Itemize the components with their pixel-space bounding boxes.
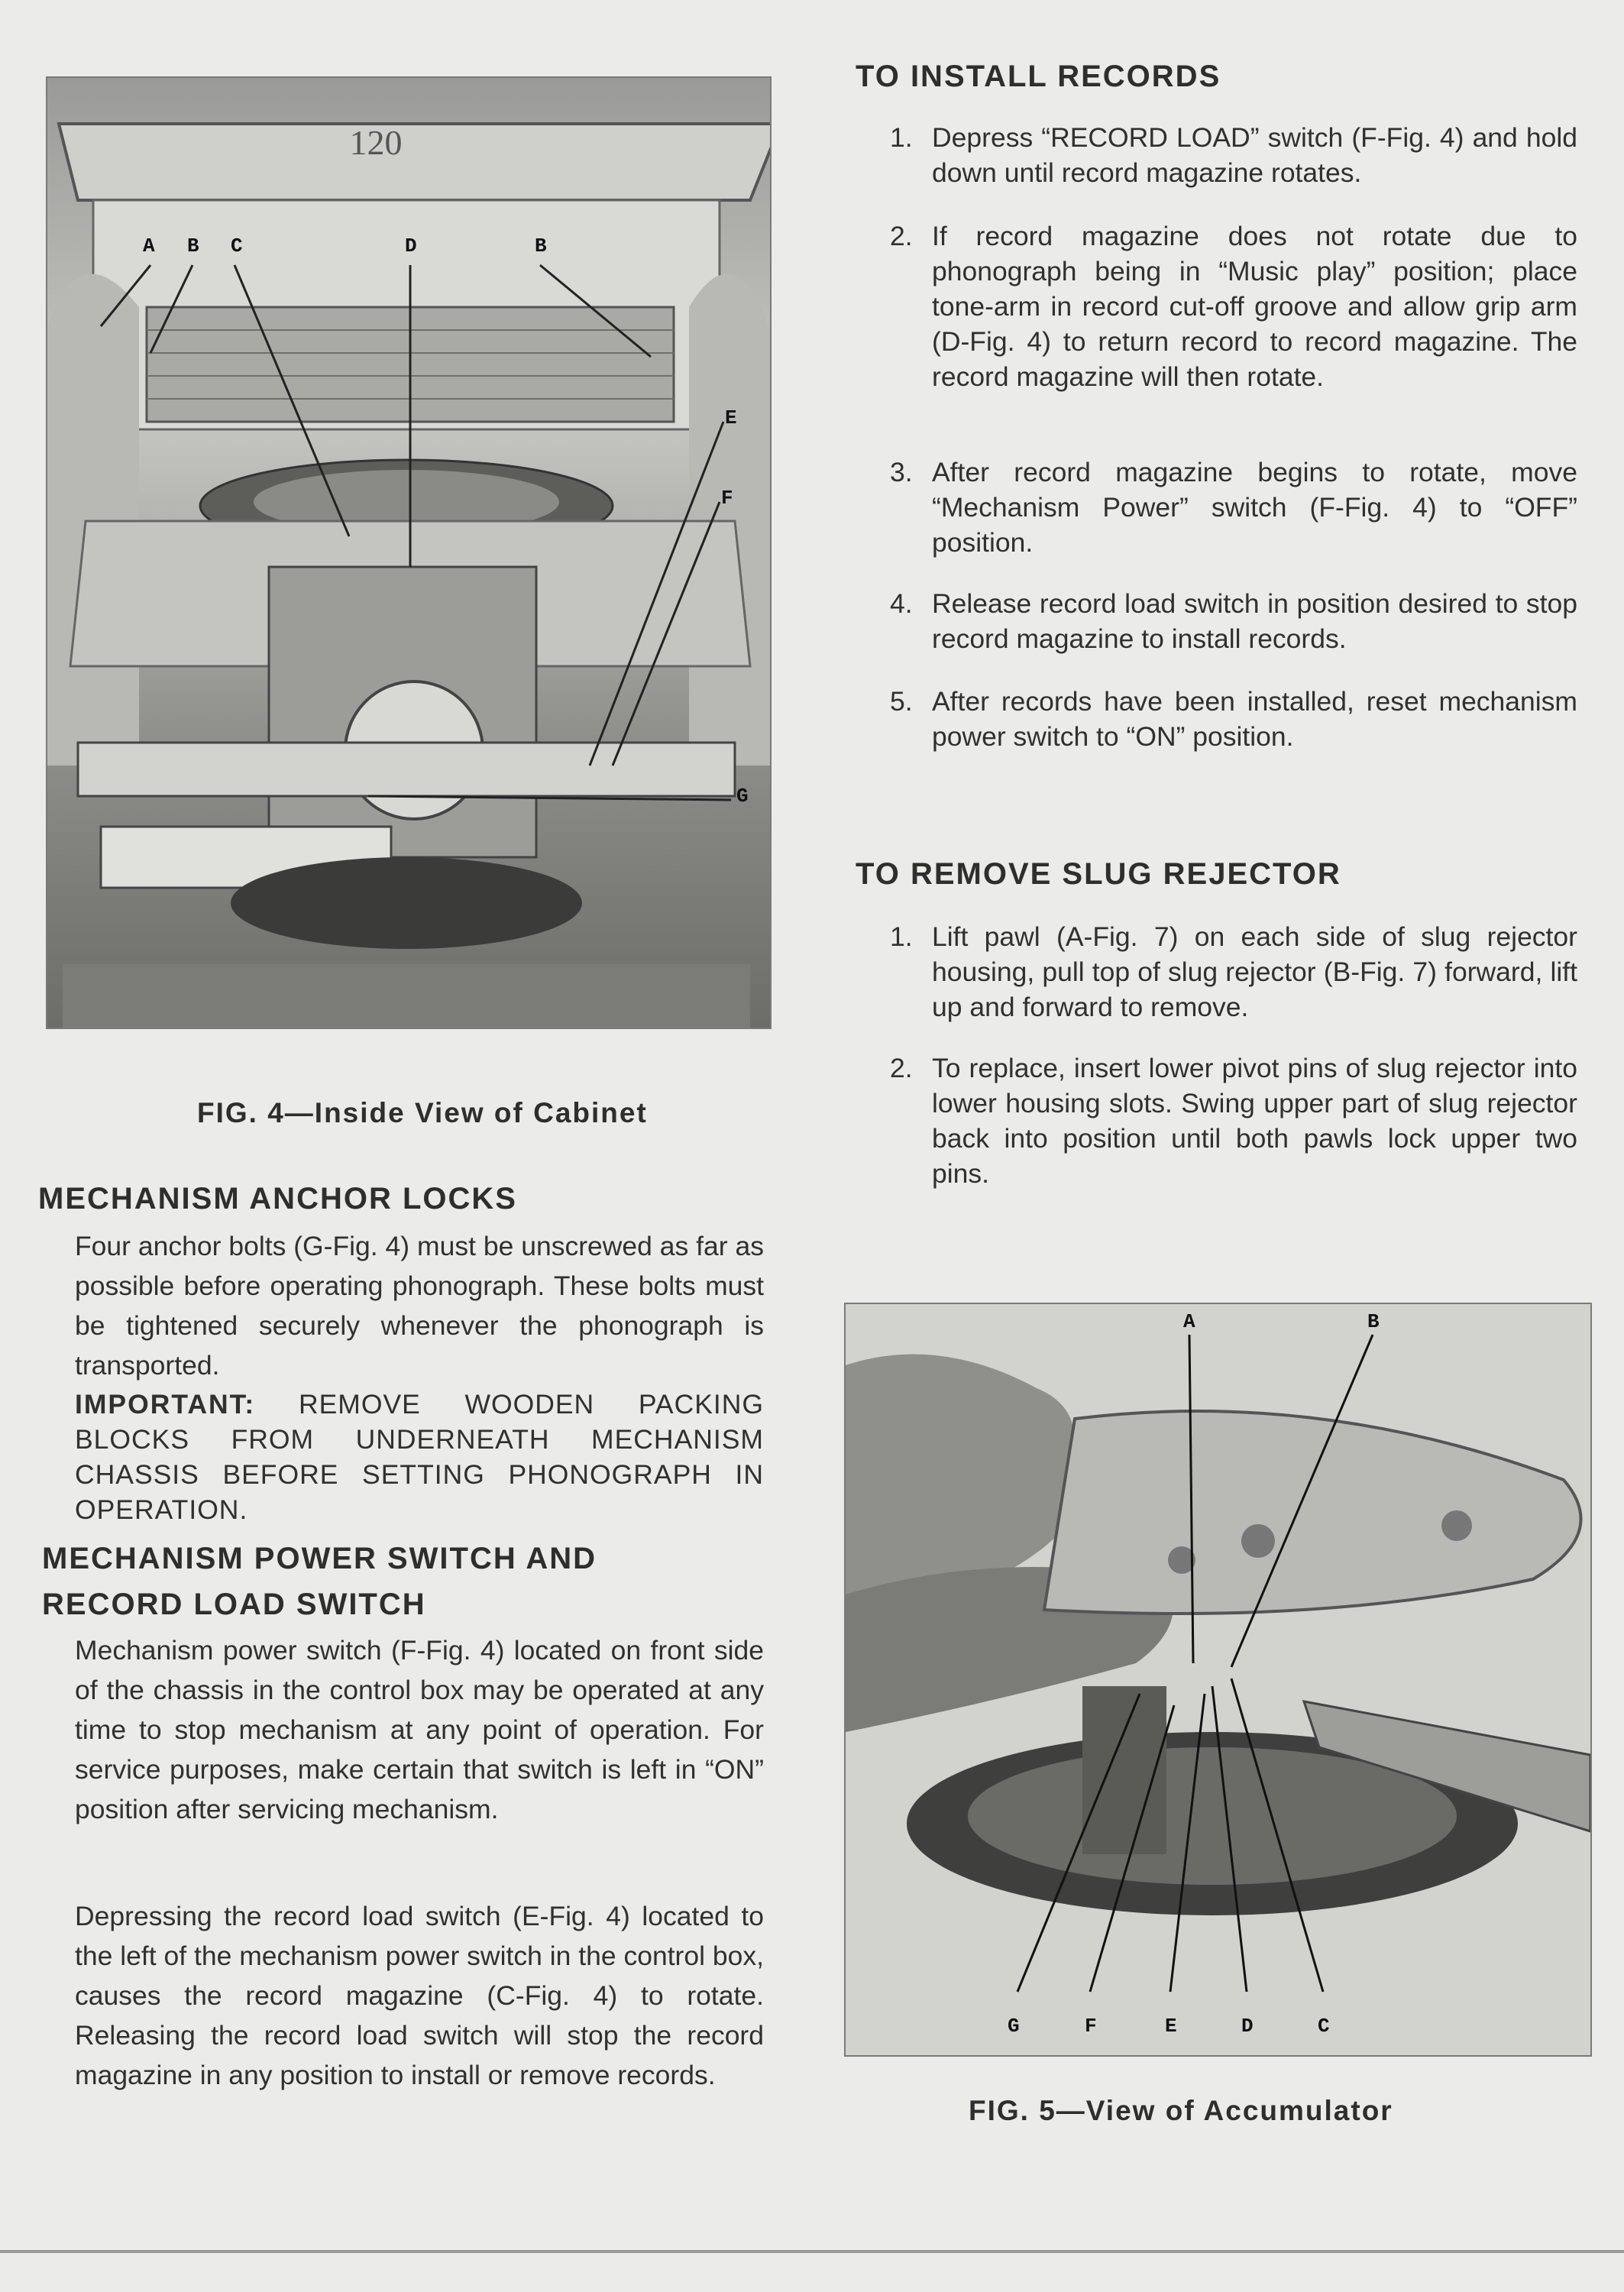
step-number: 3. xyxy=(890,457,913,487)
step-number: 2. xyxy=(890,1053,913,1083)
fig5-label-b: B xyxy=(1367,1310,1380,1333)
fig4-label-b: B xyxy=(187,235,199,257)
fig4-label-f: F xyxy=(721,487,733,510)
step-text: After records have been installed, reset mechanism power switch to “ON” position. xyxy=(932,686,1577,752)
power-switch-para-1: Mechanism power switch (F-Fig. 4) located on front side of the chassis in the control box may be operated at any time to stop mechanism at any point of operation. For service purposes, make certain that switch is left in “ON” position after servicing mechanism. xyxy=(75,1635,764,1824)
important-label: IMPORTANT: xyxy=(75,1389,256,1420)
step-number: 1. xyxy=(890,921,913,952)
important-note xyxy=(75,1387,764,1527)
step-number: 2. xyxy=(890,221,913,251)
step-number: 5. xyxy=(890,686,913,717)
fig4-label-b2: B xyxy=(535,235,547,257)
fig5-label-c: C xyxy=(1318,2015,1330,2038)
step-text: If record magazine does not rotate due to phonograph being in “Music play” position; place tone-arm in record cut-off groove and allow grip arm (D-Fig. 4) to return record to record magazine. The record magazine will then rotate. xyxy=(932,221,1577,392)
step-number: 4. xyxy=(890,588,913,619)
figure-5-photo xyxy=(844,1303,1592,2057)
step-text: After record magazine begins to rotate, move “Mechanism Power” switch (F-Fig. 4) to “OFF” position. xyxy=(932,457,1577,558)
fig4-label-g: G xyxy=(736,785,749,808)
power-switch-heading-line2: RECORD LOAD SWITCH xyxy=(42,1588,426,1621)
step-text: Release record load switch in position desired to stop record magazine to install records. xyxy=(932,588,1577,654)
anchor-locks-heading: MECHANISM ANCHOR LOCKS xyxy=(38,1182,517,1216)
fig4-label-e: E xyxy=(725,406,737,429)
power-switch-para-2: Depressing the record load switch (E-Fig. 4) located to the left of the mechanism power switch in the control box, causes the record magazine (C-Fig. 4) to rotate. Releasing the record load switch will stop the record magazine in any position to install or remove records. xyxy=(75,1901,764,2090)
install-records-heading: TO INSTALL RECORDS xyxy=(856,60,1221,93)
figure-4-caption: FIG. 4—Inside View of Cabinet xyxy=(197,1097,648,1128)
step-text: Lift pawl (A-Fig. 7) on each side of slug rejector housing, pull top of slug rejector (B-Fig. 7) forward, lift up and forward to remove. xyxy=(932,921,1577,1022)
fig4-label-a: A xyxy=(143,235,155,257)
fig5-label-e: E xyxy=(1165,2015,1177,2038)
fig5-label-d: D xyxy=(1241,2015,1254,2038)
cabinet-header-number: 120 xyxy=(349,123,403,162)
step-number: 1. xyxy=(890,122,913,153)
fig5-label-a: A xyxy=(1183,1310,1195,1333)
step-text: Depress “RECORD LOAD” switch (F-Fig. 4) and hold down until record magazine rotates. xyxy=(932,122,1577,188)
page-bottom-rule xyxy=(0,2250,1624,2253)
fig5-label-g: G xyxy=(1008,2015,1020,2038)
fig5-label-f: F xyxy=(1085,2015,1097,2038)
important-text: REMOVE WOODEN PACKING BLOCKS FROM UNDERNEATH MECHANISM CHASSIS BEFORE SETTING PHONOGRAPH IN OPERATION. xyxy=(75,1389,764,1525)
fig4-label-d: D xyxy=(405,235,417,257)
figure-5-caption: FIG. 5—View of Accumulator xyxy=(969,2095,1393,2126)
anchor-locks-body: Four anchor bolts (G-Fig. 4) must be unscrewed as far as possible before operating phonograph. These bolts must be tightened securely whenever the phonograph is transported. xyxy=(75,1231,764,1381)
power-switch-heading-line1: MECHANISM POWER SWITCH AND xyxy=(42,1542,597,1575)
slug-rejector-heading: TO REMOVE SLUG REJECTOR xyxy=(856,857,1341,891)
step-text: To replace, insert lower pivot pins of slug rejector into lower housing slots. Swing upper part of slug rejector back into position until both pawls lock upper two pins. xyxy=(932,1053,1577,1189)
fig4-label-c: C xyxy=(231,235,243,257)
figure-4-photo xyxy=(46,76,772,1029)
